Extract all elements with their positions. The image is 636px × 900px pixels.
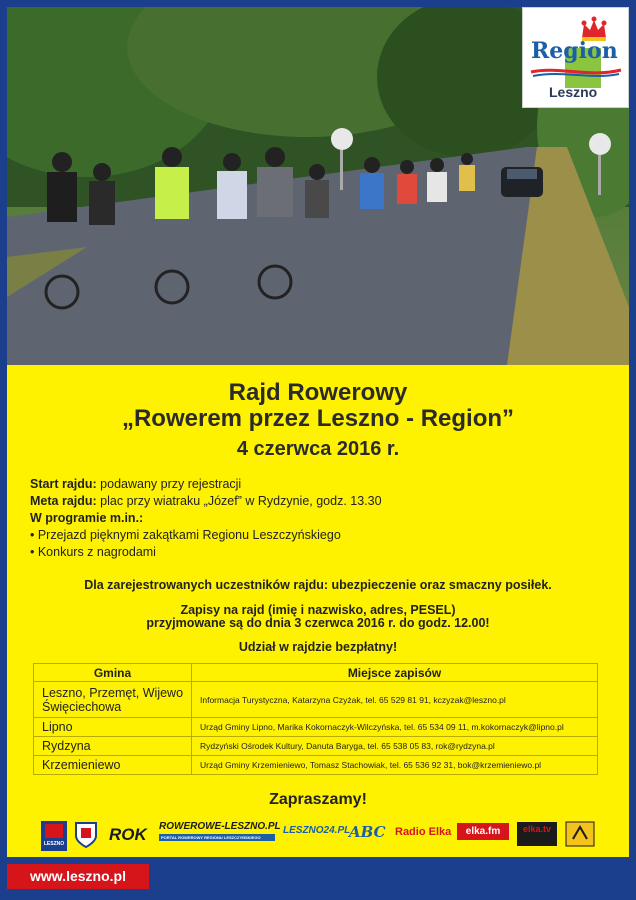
rowerowe-subtitle: PORTAL ROWEROWY REGIONU LESZCZYŃSKIEGO — [159, 834, 275, 841]
region-leszno-logo — [522, 7, 629, 108]
shield-icon — [75, 822, 97, 848]
leszno24-logo: LESZNO24.PL — [283, 825, 351, 836]
finish-row — [30, 493, 382, 510]
table-header-row — [34, 664, 598, 682]
elka-tv-logo: elka.tv — [517, 822, 557, 846]
cell-gmina: Leszno, Przemęt, Wijewo Święciechowa — [34, 682, 192, 718]
crest-label: LESZNO — [43, 841, 65, 847]
cell-gmina: Rydzyna — [34, 737, 192, 756]
table-row — [34, 737, 598, 756]
registration-table — [33, 663, 598, 775]
event-title-line2: „Rowerem przez Leszno - Region” — [121, 405, 515, 432]
signup-notice-line2: przyjmowane są do dnia 3 czerwca 2016 r. do godz. 12.00! — [146, 616, 490, 630]
cell-gmina: Krzemieniewo — [34, 756, 192, 775]
cell-miejsce: Urząd Gminy Krzemieniewo, Tomasz Stachowiak, tel. 65 536 92 31, bok@krzemieniewo.pl — [192, 756, 598, 775]
cell-miejsce: Rydzyński Ośrodek Kultury, Danuta Baryga, tel. 65 538 05 83, rok@rydzyna.pl — [192, 737, 598, 756]
event-details — [30, 476, 382, 561]
rok-logo: ROK — [109, 825, 147, 844]
signup-notice-line1: Zapisy na rajd (imię i nazwisko, adres, PESEL) — [180, 603, 456, 617]
insurance-notice: Dla zarejestrowanych uczestników rajdu: ubezpieczenie oraz smaczny posiłek. — [84, 578, 552, 592]
header-miejsce: Miejsce zapisów — [192, 664, 598, 682]
cell-gmina: Lipno — [34, 718, 192, 737]
swoosh-icon — [529, 66, 623, 78]
event-date: 4 czerwca 2016 r. — [236, 438, 400, 460]
event-title-line1: Rajd Rowerowy — [228, 379, 408, 406]
cell-miejsce: Urząd Gminy Lipno, Marika Kokornaczyk-Wilczyńska, tel. 65 534 09 11, m.kokornaczyk@lipno.pl — [192, 718, 598, 737]
logo-city-text: Leszno — [549, 84, 598, 100]
table-row — [34, 682, 598, 718]
program-item: • Konkurs z nagrodami — [30, 545, 156, 559]
start-value: podawany przy rejestracji — [100, 477, 242, 491]
free-entry-notice: Udział w rajdzie bezpłatny! — [238, 640, 398, 654]
abc-logo: ABC — [349, 823, 386, 841]
table-row — [34, 718, 598, 737]
regional-mark-icon — [565, 821, 595, 847]
start-row — [30, 476, 382, 493]
rowerowe-title: ROWEROWE-LESZNO.PL — [159, 821, 281, 832]
header-gmina: Gmina — [34, 664, 192, 682]
crest-icon — [45, 824, 63, 838]
logo-brand-text: Region — [531, 38, 618, 64]
invite-text: Zapraszamy! — [269, 791, 367, 808]
program-item: • Przejazd pięknymi zakątkami Regionu Leszczyńskiego — [30, 528, 341, 542]
finish-label: Meta rajdu: — [30, 494, 97, 508]
leszno-crest-logo — [41, 821, 67, 851]
cell-miejsce: Informacja Turystyczna, Katarzyna Czyżak, tel. 65 529 81 91, kczyzak@leszno.pl — [192, 682, 598, 718]
program-label: W programie m.in.: — [30, 511, 144, 525]
radio-elka-logo: Radio Elka — [395, 826, 452, 838]
program-label-row — [30, 510, 382, 527]
sponsor-logos — [37, 821, 607, 851]
finish-value: plac przy wiatraku „Józef” w Rydzynie, godz. 13.30 — [100, 494, 382, 508]
start-label: Start rajdu: — [30, 477, 97, 491]
rowerowe-leszno-logo — [159, 821, 281, 841]
table-row — [34, 756, 598, 775]
website-link[interactable]: www.leszno.pl — [7, 864, 149, 889]
info-panel — [7, 365, 629, 857]
elka-fm-logo: elka.fm — [457, 823, 509, 840]
